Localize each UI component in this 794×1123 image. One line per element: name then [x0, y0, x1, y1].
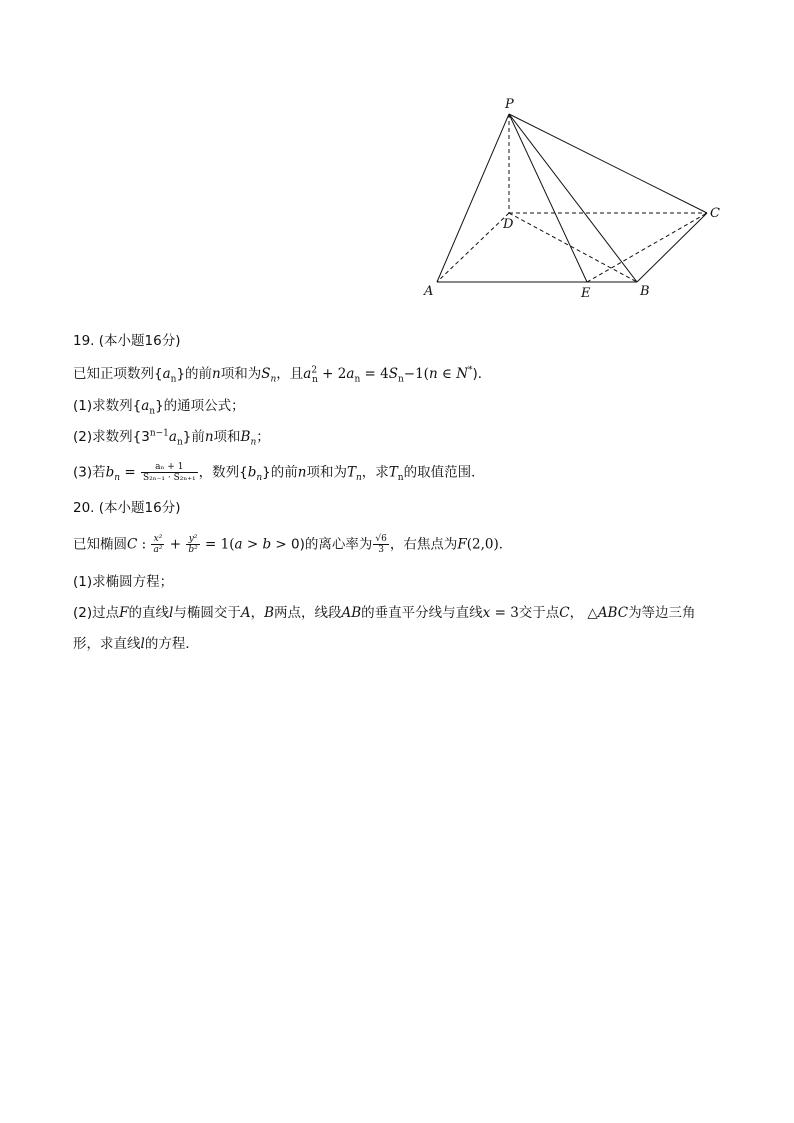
label-A: A [424, 284, 434, 299]
edge-DA-hidden [437, 213, 509, 282]
q19-part1: (1)求数列$\{a_n\}$的通项公式； [73, 398, 245, 417]
label-P: P [505, 97, 514, 112]
q20-part2-cont: 形，求直线l的方程． [73, 636, 199, 652]
q20-part1: (1)求椭圆方程； [73, 574, 174, 590]
q20-header: 20. (本小题16分) [73, 500, 181, 516]
q19-header: 19. (本小题16分) [73, 333, 181, 349]
q19-stem: 已知正项数列$\{a_n\}$的前n项和为$S_n$，且$a^2_n + 2a_n = 4S_n-1(n$ ∈ N*)． [73, 365, 492, 385]
pyramid-figure [415, 92, 735, 302]
edge-PB [509, 114, 637, 282]
fraction-y2-b2: $\frac{\text{y²}}{\text{b²}}$ [188, 534, 198, 555]
label-D: D [503, 217, 514, 232]
edge-PA [437, 114, 509, 282]
edge-BC [637, 213, 707, 282]
fraction-x2-a2: $\frac{\text{x²}}{\text{a²}}$ [153, 534, 163, 555]
edge-PC [509, 114, 707, 213]
label-C: C [710, 206, 720, 221]
q19-part3: (3)若$b_n$ = $\frac{\text{aₙ + 1}}{\text{S₂ₙ₋₁ · S₂ₙ₊₁}}$ ，数列$\{b_n\}$的前n项和为$T_n$，求$T_n$的取值范围． [73, 462, 485, 484]
fraction-bn: $\frac{\text{aₙ + 1}}{\text{S₂ₙ₋₁ · S₂ₙ₊₁}}$ [142, 462, 196, 483]
q20-part2: (2)过点F的直线l与椭圆交于A，B两点，线段AB的垂直平分线与直线x = 3交于点C， △ABC为等边三角 [73, 605, 696, 621]
edge-DB-hidden [509, 213, 637, 282]
q19-part2: (2)求数列$\{3^{n-1}a_n\}$前n项和$B_n$； [73, 428, 270, 448]
label-B: B [640, 284, 650, 299]
q20-stem: 已知椭圆C : $\frac{\text{x²}}{\text{a²}}$ + $\frac{\text{y²}}{\text{b²}}$ = 1(a > b > 0)的离心率为 $\frac{√6}{3}$ ，右焦点为F(2,0)． [73, 534, 513, 555]
label-E: E [581, 286, 591, 301]
edge-PE [509, 114, 587, 282]
fraction-eccentricity: $\frac{√6}{3}$ [375, 534, 387, 555]
